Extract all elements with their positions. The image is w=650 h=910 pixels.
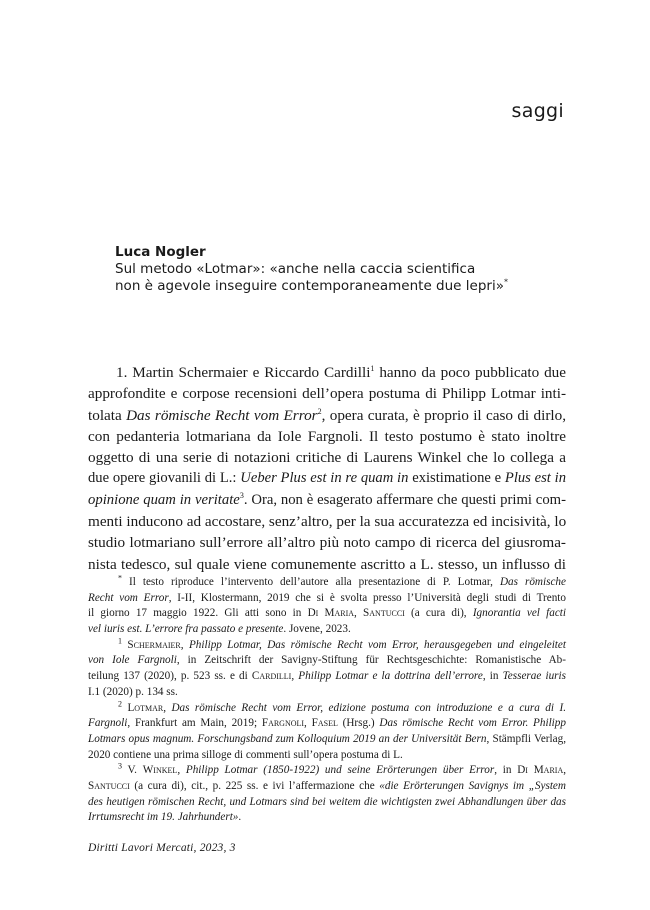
body-italic: Das römische Recht vom Error [126,406,318,424]
author-name: Luca Nogler [115,244,206,260]
article-heading [115,244,575,295]
body-line: oggetto di una serie di notazioni critiche di Laurens Winkel che lo collega a [88,449,566,467]
title-footnote-mark: * [503,277,508,287]
footnote-line: Recht vom Error, I-II, Klostermann, 2019 che si è svolta presso l’Università degli studi di Trento [88,591,566,604]
footnote-1: $^1$ Schermaier, Philipp Lotmar, Das römische Recht vom Error, herausgegeben und eingeleitet [118,636,566,651]
footnote-line: 2020 contiene una prima silloge di commenti sull’opera postuma di L. [88,748,403,761]
footnote-ref-2: 2 [317,406,322,416]
body-line: studio lotmariano sull’errore all’altro più noto campo di ricerca del giusroma- [88,534,566,552]
body-italic: Ueber Plus est in re quam in [240,470,409,487]
body-italic: opinione quam in veritate [88,491,240,508]
running-footer: Diritti Lavori Mercati, 2023, 3 [88,842,236,854]
footnote-mark: 3 [118,761,122,771]
footnote-line: teilung 137 (2020), p. 523 ss. e di Cardilli, Philipp Lotmar e la dottrina dell’errore, in Tesserae iuris [88,670,566,683]
body-line: nista tedesco, sul quale viene comunemente ascritto a L. stesso, un influsso di [88,555,566,573]
article-title-line-1: Sul metodo «Lotmar»: «anche nella caccia scientifica [115,261,476,277]
footnote-mark: * [118,573,122,583]
footnote-2: $^2$ Lotmar, Das römische Recht vom Error, edizione postuma con introduzione e a cura di I. [118,698,566,714]
article-title-line-2: non è agevole inseguire contemporaneamente due lepri»* [115,277,508,294]
section-label: saggi [511,100,564,122]
footnote-line: Santucci (a cura di), cit., p. 225 ss. e ivi l’affermazione che «die Erörterungen Savignys im „System [88,779,566,792]
footnote-ref-3: 3 [239,490,244,500]
footnote-line: von Iole Fargnoli, in Zeitschrift der Savigny-Stiftung für Rechtsgeschichte: Romanistische Ab- [88,654,566,667]
body-line: approfondite e corpose recensioni dell’opera postuma di Philipp Lotmar inti- [88,385,566,403]
footnote-mark: 1 [118,636,122,646]
footnote-line: I.1 (2020) p. 134 ss. [88,685,178,698]
body-paragraph [88,362,566,575]
body-line: 1. Martin Schermaier e Riccardo Cardilli$^1$ hanno da poco pubblicato due [116,363,567,381]
footnote-line: vel iuris est. L’errore fra passato e presente. Jovene, 2023. [88,623,351,636]
footnote-mark: 2 [118,698,122,708]
body-line: tolata Das römische Recht vom Error$^2$, opera curata, è proprio il caso di dirlo, [88,406,566,424]
footnote-line: il giorno 17 maggio 1922. Gli atti sono in Di Maria, Santucci (a cura di), Ignorantia vel facti [88,607,566,620]
footnote-3: $^3$ V. Winkel, Philipp Lotmar (1850-1922) und seine Erörterungen über Error, in Di Maria, [118,761,567,777]
footnote-line: Lotmars opus magnum. Forschungsband zum Kolloquium 2019 an der Universität Bern, Stämpfli Verlag, [88,732,567,745]
body-line: due opere giovanili di L.: Ueber Plus est in re quam in existimatione e Plus est in [88,470,566,487]
body-line: con pedanteria lotmariana da Iole Fargnoli. Il testo postumo è stato inoltre [88,427,566,445]
body-italic: Plus est in [504,470,566,487]
footnote-line: Fargnoli, Frankfurt am Main, 2019; Fargnoli, Fasel (Hrsg.) Das römische Recht vom Error. Philipp [88,717,566,730]
body-line: menti inducono ad accostare, senz’altro, per la sua accuratezza ed incisività, lo [88,513,567,531]
body-line: opinione quam in veritate$^3$. Ora, non è esagerato affermare che questi primi com- [88,490,566,508]
footnote-line: des heutigen römischen Recht, und Lotmars sind bei weitem die wichtigsten zwei Abhandlungen über das [88,795,566,808]
footnotes [88,575,566,826]
footnote-line: Irrtumsrecht im 19. Jahrhundert». [88,811,242,824]
footnote-ref-1: 1 [370,363,375,373]
footnote-star: * Il testo riproduce l’intervento dell’autore alla presentazione di P. Lotmar, Das römische [118,573,566,588]
